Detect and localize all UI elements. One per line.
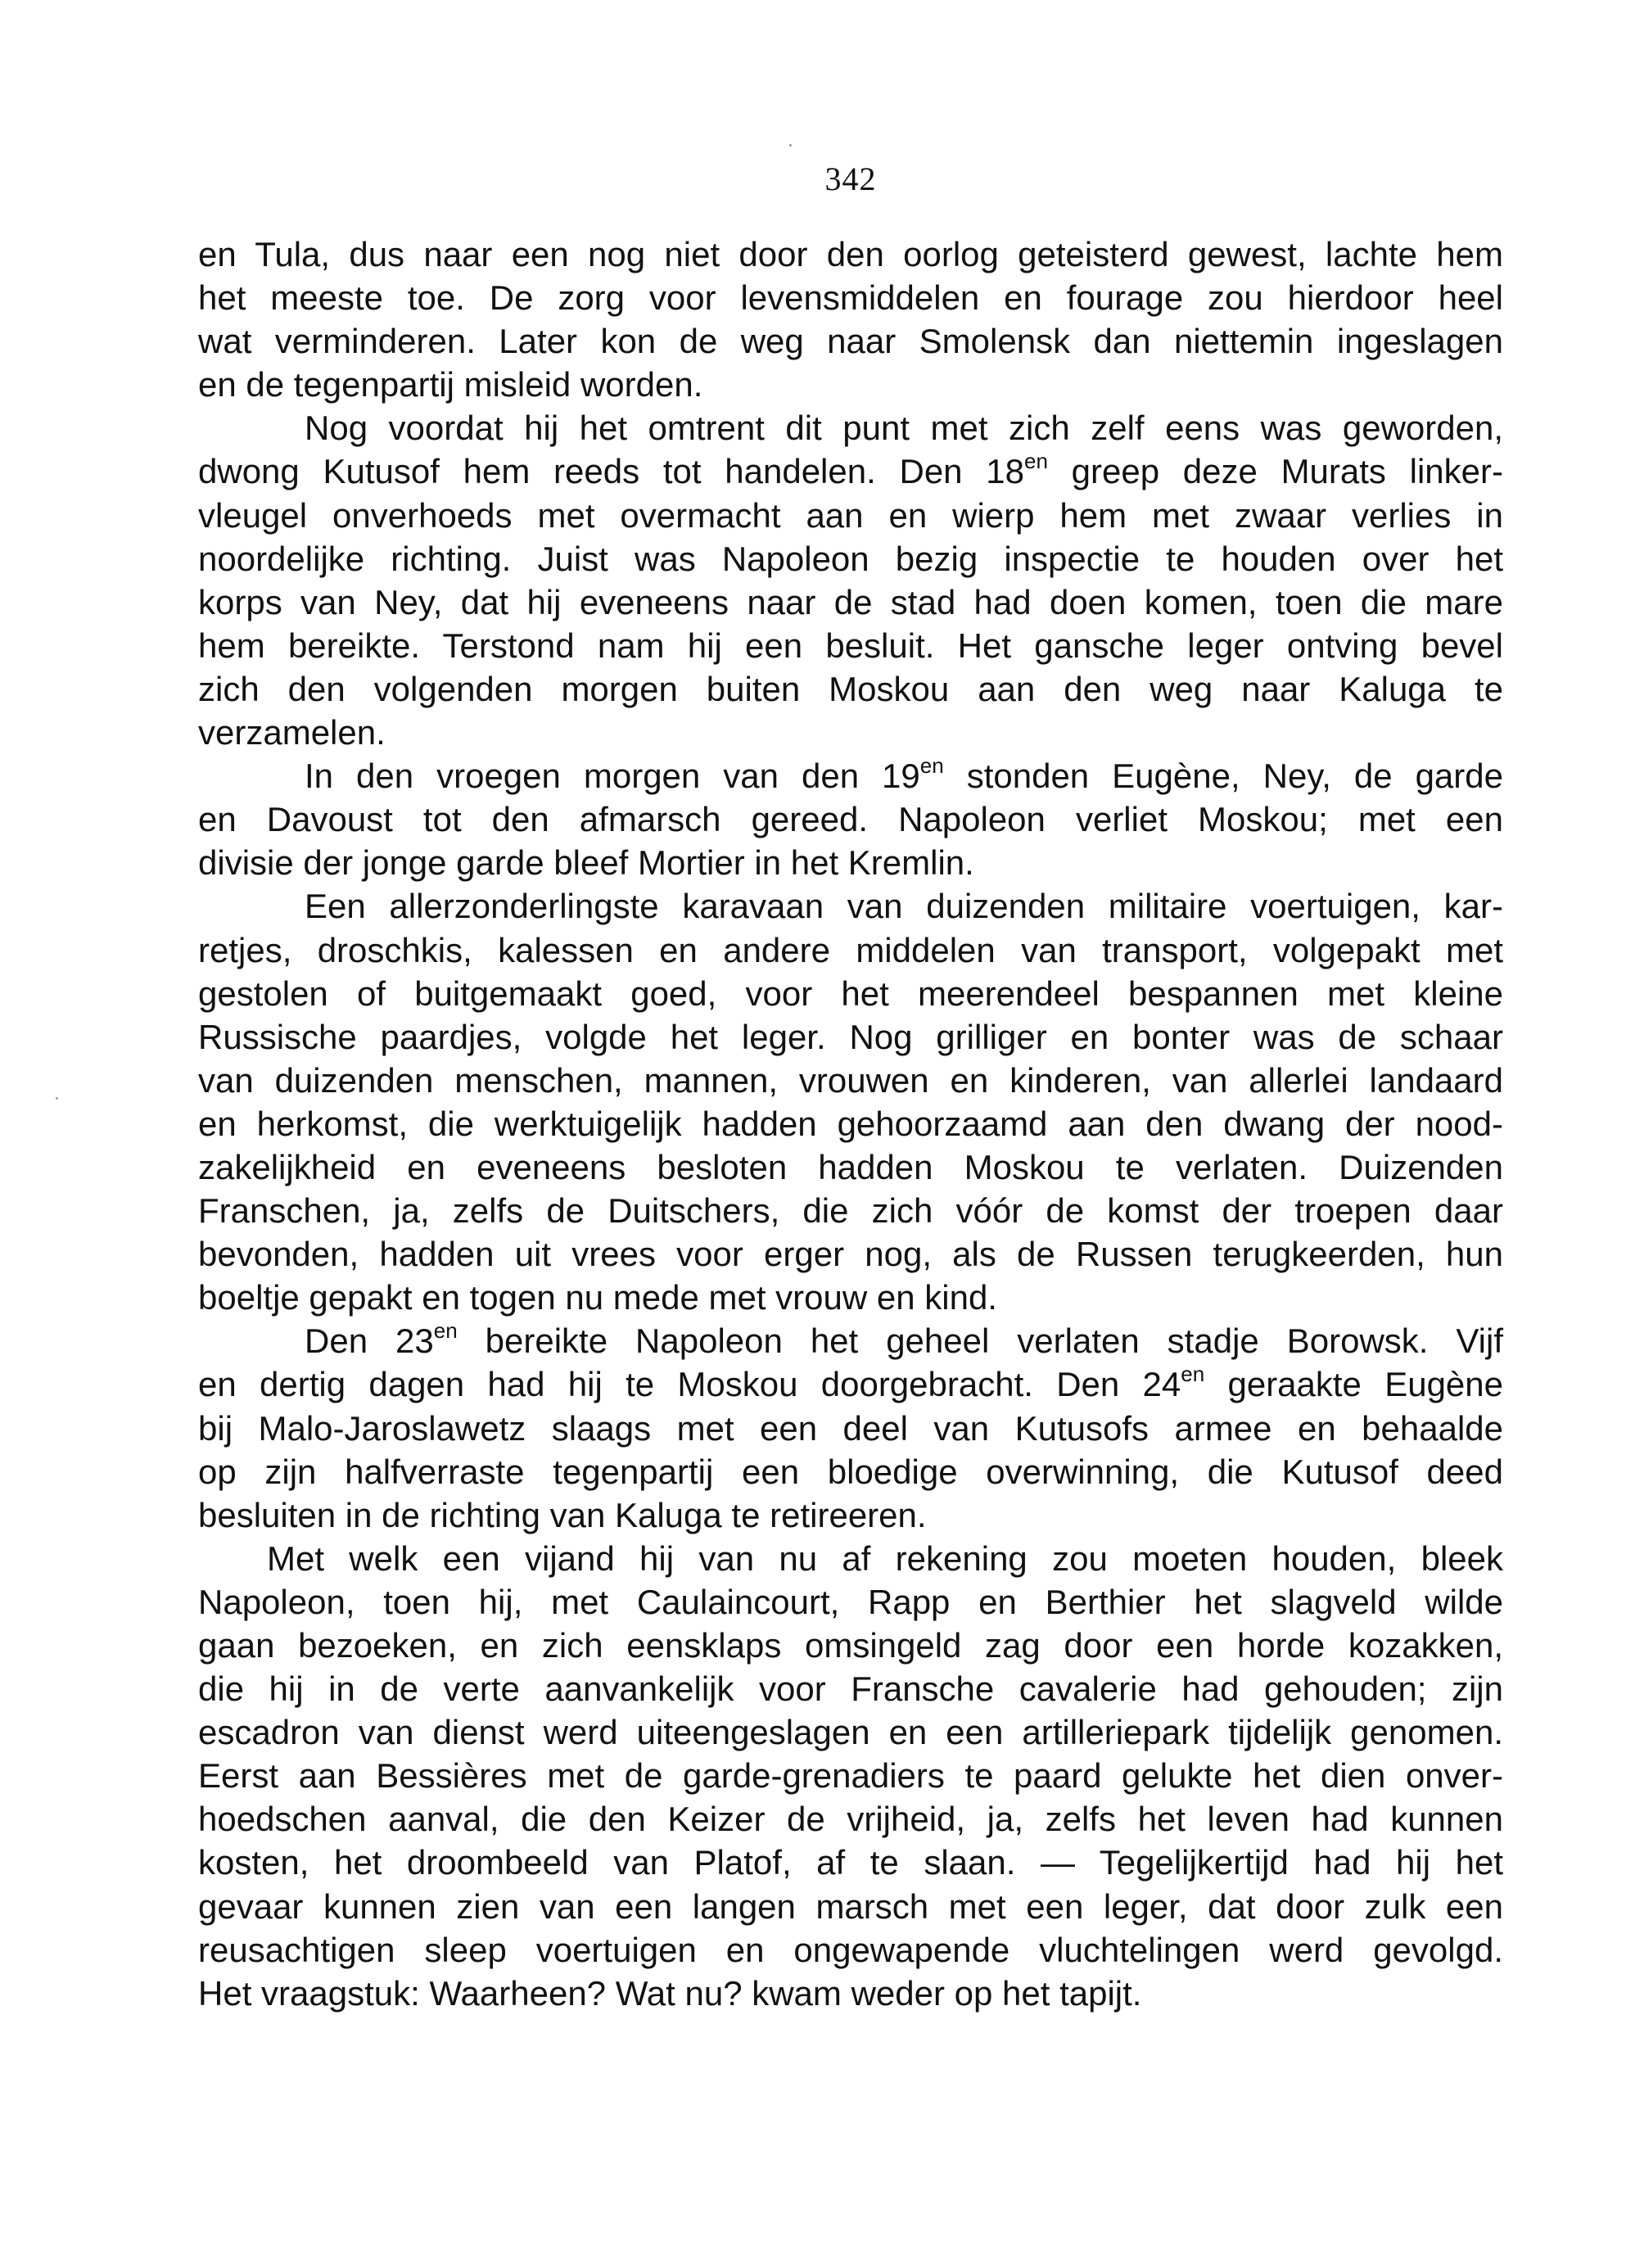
superscript: en (1181, 1362, 1205, 1387)
text-line: het meeste toe. De zorg voor levensmiddelen en fourage zou hierdoor heel (198, 278, 1503, 318)
text-fragment: stonden Eugène, Ney, de garde (943, 757, 1503, 796)
text-line: besluiten in de richting van Kaluga te retireeren. (198, 1495, 927, 1534)
text-fragment: geraakte Eugène (1204, 1365, 1504, 1404)
text-line: op zijn halfverraste tegenpartij een bloedige overwinning, die Kutusof deed (198, 1452, 1503, 1491)
text-line: escadron van dienst werd uiteengeslagen en een artilleriepark tijdelijk genomen. (198, 1713, 1503, 1752)
text-line: Napoleon, toen hij, met Caulaincourt, Rapp en Berthier het slagveld wilde (198, 1582, 1503, 1621)
text-line: Russische paardjes, volgde het leger. Nog grilliger en bonter was de schaar (198, 1017, 1503, 1056)
text-line: bij Malo-Jaroslawetz slaags met een deel van Kutusofs armee en behaalde (198, 1408, 1503, 1448)
text-fragment: bereikte Napoleon het geheel verlaten stadje Borowsk. Vijf (457, 1321, 1504, 1361)
paper-speck (56, 1097, 58, 1100)
text-line: Het vraagstuk: Waarheen? Wat nu? kwam weder op het tapijt. (198, 1973, 1142, 2013)
paragraph-6 (198, 1537, 1503, 2015)
text-line: reusachtigen sleep voertuigen en ongewapende vluchtelingen werd gevolgd. (198, 1930, 1503, 1969)
text-line: gestolen of buitgemaakt goed, voor het meerendeel bespannen met kleine (198, 974, 1503, 1013)
text-line: retjes, droschkis, kalessen en andere middelen van transport, volgepakt met (198, 930, 1503, 969)
text-line (198, 1319, 1503, 1362)
text-line: Eerst aan Bessières met de garde-grenadiers te paard gelukte het dien onver- (198, 1756, 1503, 1796)
text-line: Een allerzonderlingste karavaan van duizenden militaire voertuigen, kar- (305, 887, 1503, 926)
text-line (198, 1362, 1503, 1406)
text-line: hem bereikte. Terstond nam hij een besluit. Het gansche leger ontving bevel (198, 626, 1503, 665)
text-line: gevaar kunnen zien van een langen marsch met een leger, dat door zulk een (198, 1886, 1503, 1926)
text-line: noordelijke richting. Juist was Napoleon bezig inspectie te houden over het (198, 539, 1503, 578)
text-line: kosten, het droombeeld van Platof, af te slaan. — Tegelijkertijd had hij het (198, 1843, 1503, 1882)
text-line: divisie der jonge garde bleef Mortier in het Kremlin. (198, 843, 974, 883)
paragraph-4 (198, 884, 1503, 1319)
text-line: hoedschen aanval, die den Keizer de vrijheid, ja, zelfs het leven had kunnen (198, 1800, 1503, 1839)
text-line: van duizenden menschen, mannen, vrouwen en kinderen, van allerlei landaard (198, 1060, 1503, 1100)
text-fragment: en dertig dagen had hij te Moskou doorgebracht. Den 24 (198, 1365, 1181, 1404)
text-line: korps van Ney, dat hij eveneens naar de stad had doen komen, toen die mare (198, 582, 1503, 621)
text-line: en Tula, dus naar een nog niet door den oorlog geteisterd gewest, lachte hem (198, 235, 1503, 273)
paper-speck (789, 144, 792, 147)
superscript: en (433, 1318, 458, 1344)
paragraph-2 (198, 406, 1503, 754)
superscript: en (919, 753, 944, 779)
text-line: en herkomst, die werktuigelijk hadden gehoorzaamd aan den dwang der nood- (198, 1104, 1503, 1143)
text-fragment: dwong Kutusof hem reeds tot handelen. Den 18 (198, 452, 1024, 491)
text-line: bevonden, hadden uit vrees voor erger nog, als de Russen terugkeerden, hun (198, 1235, 1503, 1274)
text-line (198, 754, 1503, 797)
text-line (198, 450, 1503, 493)
superscript: en (1023, 449, 1048, 474)
text-line: Franschen, ja, zelfs de Duitschers, die zich vóór de komst der troepen daar (198, 1191, 1503, 1231)
text-line: Met welk een vijand hij van nu af rekening zou moeten houden, bleek (267, 1538, 1503, 1578)
text-line: en Davoust tot den afmarsch gereed. Napoleon verliet Moskou; met een (198, 800, 1503, 839)
text-line: verzamelen. (198, 713, 386, 752)
text-line: zich den volgenden morgen buiten Moskou aan den weg naar Kaluga te (198, 669, 1503, 708)
text-line: vleugel onverhoeds met overmacht aan en wierp hem met zwaar verlies in (198, 495, 1503, 535)
text-line: en de tegenpartij misleid worden. (198, 365, 703, 404)
text-fragment: In den vroegen morgen van den 19 (305, 757, 920, 796)
text-line: Nog voordat hij het omtrent dit punt met zich zelf eens was geworden, (305, 409, 1503, 448)
text-line: gaan bezoeken, en zich eensklaps omsingeld zag door een horde kozakken, (198, 1626, 1503, 1665)
text-fragment: Den 23 (305, 1321, 434, 1361)
paragraph-5 (198, 1319, 1503, 1536)
text-line: zakelijkheid en eveneens besloten hadden Moskou te verlaten. Duizenden (198, 1147, 1503, 1186)
text-line: wat verminderen. Later kon de weg naar Smolensk dan niettemin ingeslagen (198, 322, 1503, 361)
text-line: die hij in de verte aanvankelijk voor Fransche cavalerie had gehouden; zijn (198, 1669, 1503, 1709)
text-fragment: greep deze Murats linker- (1047, 452, 1503, 491)
paragraph-3 (198, 754, 1503, 884)
page-number: 342 (824, 160, 877, 197)
text-line: boeltje gepakt en togen nu mede met vrouw en kind. (198, 1278, 997, 1317)
paragraph-1 (198, 233, 1503, 406)
